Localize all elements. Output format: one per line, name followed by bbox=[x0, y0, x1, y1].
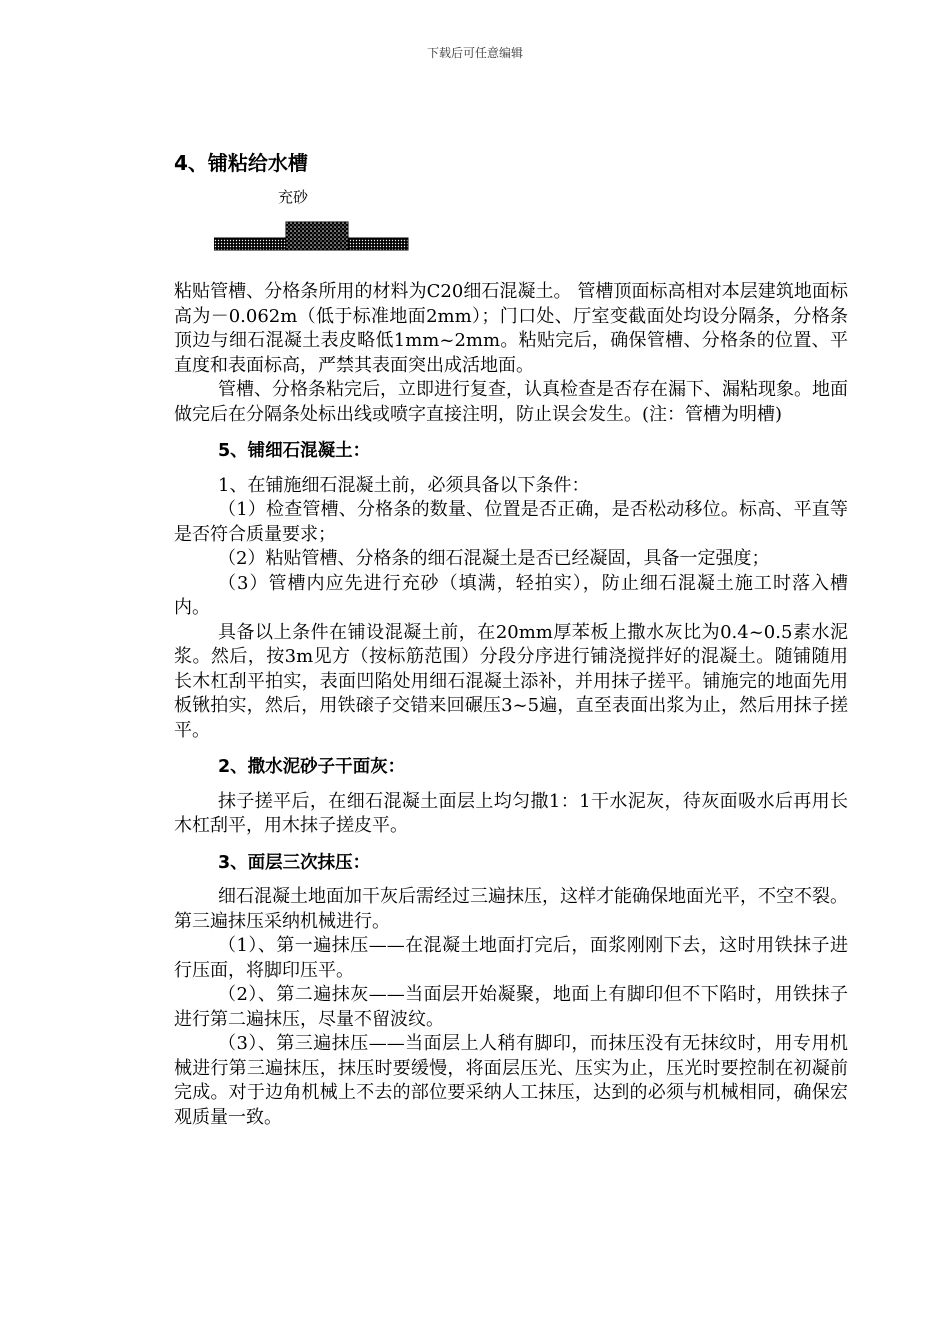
section-2-title: 2、撒水泥砂子干面灰： bbox=[218, 757, 406, 777]
section-4-paragraph-2: 管槽、分格条粘完后，立即进行复查，认真检查是否存在漏下、漏粘现象。地面做完后在分隔条处标出线或喷字直接注明，防止误会发生。(注：管槽为明槽) bbox=[174, 379, 848, 425]
section-3-title: 3、面层三次抹压： bbox=[218, 852, 371, 873]
section-4-title: 4、铺粘给水槽 bbox=[174, 151, 308, 175]
pipe-groove-figure bbox=[174, 180, 848, 280]
sand-filled-groove bbox=[286, 222, 348, 250]
section-5-paragraph-2: （1）检查管槽、分格条的数量、位置是否正确，是否松动移位。标高、平直等是否符合质量要求； bbox=[174, 499, 848, 545]
section-5-paragraph-3: （2）粘贴管槽、分格条的细石混凝土是否已经凝固，具备一定强度； bbox=[218, 548, 770, 569]
page-header: 下载后可任意编辑 bbox=[426, 46, 523, 60]
figure-label-sand-fill: 充砂 bbox=[278, 188, 309, 206]
section-2-paragraph-1: 抹子搓平后，在细石混凝土面层上均匀撒1：1干水泥灰，待灰面吸水后再用长木杠刮平，用木抹子搓皮平。 bbox=[174, 790, 848, 836]
section-3-paragraph-4: （3）、第三遍抹压——当面层上人稍有脚印，而抹压没有无抹纹时，用专用机械进行第三遍抹压，抹压时要缓慢，将面层压光、压实为止，压光时要控制在初凝前完成。对于边角机械上不去的部位要采纳人工抹压，达到的必须与机械相同，确保宏观质量一致。 bbox=[174, 1033, 848, 1128]
section-3-paragraph-2: （1）、第一遍抹压——在混凝土地面打完后，面浆刚刚下去，这时用铁抹子进行压面，将脚印压平。 bbox=[174, 935, 848, 981]
section-3-paragraph-1: 细石混凝土地面加干灰后需经过三遍抹压，这样才能确保地面光平，不空不裂。第三遍抹压采纳机械进行。 bbox=[174, 886, 848, 932]
document-body bbox=[174, 146, 848, 1130]
base-strip-left bbox=[214, 238, 286, 250]
base-strip-right bbox=[348, 238, 408, 250]
section-3-paragraph-3: （2）、第二遍抹灰——当面层开始凝聚，地面上有脚印但不下陷时，用铁抹子进行第二遍抹压，尽量不留波纹。 bbox=[174, 984, 848, 1030]
section-5-paragraph-5: 具备以上条件在铺设混凝土前，在20mm厚苯板上撒水灰比为0.4~0.5素水泥浆。然后，按3m见方（按标筋范围）分段分序进行铺浇搅拌好的混凝土。随铺随用长木杠刮平拍实，表面凹陷处用细石混凝土添补，并用抹子搓平。铺施完的地面先用板锹拍实，然后，用铁磙子交错来回碾压3~5遍，直至表面出浆为止，然后用抹子搓平。 bbox=[174, 621, 848, 741]
section-5-paragraph-4: （3）管槽内应先进行充砂（填满，轻拍实），防止细石混凝土施工时落入槽内。 bbox=[174, 572, 848, 618]
section-5-paragraph-1: 1、在铺施细石混凝土前，必须具备以下条件： bbox=[218, 474, 590, 496]
section-5-title: 5、铺细石混凝土： bbox=[218, 441, 371, 461]
section-4-paragraph-1: 粘贴管槽、分格条所用的材料为C20细石混凝土。 管槽顶面标高相对本层建筑地面标高为－0.062m（低于标准地面2mm）；门口处、厅室变截面处均设分隔条，分格条顶边与细石混凝土表皮略低1mm~2mm。粘贴完后，确保管槽、分格条的位置、平直度和表面标高，严禁其表面突出成活地面。 bbox=[174, 281, 848, 376]
pipe-groove-diagram bbox=[214, 218, 410, 252]
